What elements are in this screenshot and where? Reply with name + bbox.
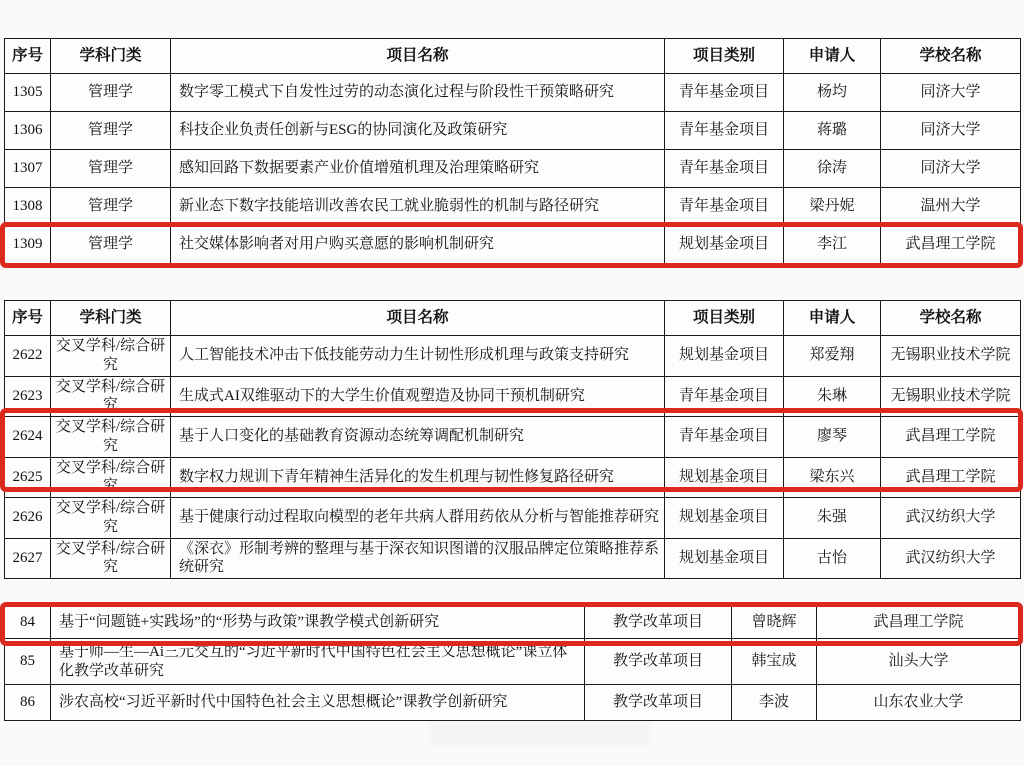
cell-title: 生成式AI双维驱动下的大学生价值观塑造及协同干预机制研究	[171, 376, 665, 417]
cell-school: 武汉纺织大学	[881, 498, 1021, 539]
cell-title: 数字零工模式下自发性过劳的动态演化过程与阶段性干预策略研究	[171, 74, 665, 112]
cell-discipline: 管理学	[51, 112, 171, 150]
table-row	[5, 376, 1021, 417]
cell-applicant: 朱琳	[784, 376, 881, 417]
cell-applicant: 古怡	[784, 538, 881, 579]
col-header-applicant: 申请人	[784, 301, 881, 336]
cell-discipline: 管理学	[51, 74, 171, 112]
table-header-row	[5, 39, 1021, 74]
cell-discipline: 交叉学科/综合研究	[51, 498, 171, 539]
cell-applicant: 朱强	[784, 498, 881, 539]
cell-title: 《深衣》形制考辨的整理与基于深衣知识图谱的汉服品牌定位策略推荐系统研究	[171, 538, 665, 579]
cell-no: 2626	[5, 498, 51, 539]
cell-category: 青年基金项目	[665, 376, 784, 417]
cell-school: 同济大学	[881, 150, 1021, 188]
cell-applicant: 蒋璐	[784, 112, 881, 150]
cell-school: 武汉纺织大学	[881, 538, 1021, 579]
col-header-title: 项目名称	[171, 39, 665, 74]
cell-category: 规划基金项目	[665, 336, 784, 377]
col-header-no: 序号	[5, 301, 51, 336]
cell-discipline: 管理学	[51, 226, 171, 264]
cell-category: 青年基金项目	[665, 112, 784, 150]
cell-applicant: 梁丹妮	[784, 188, 881, 226]
cell-discipline: 管理学	[51, 150, 171, 188]
table-row	[5, 188, 1021, 226]
col-header-discipline: 学科门类	[51, 39, 171, 74]
cell-no: 2623	[5, 376, 51, 417]
table-row	[5, 685, 1021, 721]
cell-applicant: 梁东兴	[784, 457, 881, 498]
col-header-no: 序号	[5, 39, 51, 74]
cell-no: 2622	[5, 336, 51, 377]
cell-discipline: 交叉学科/综合研究	[51, 417, 171, 458]
cell-discipline: 交叉学科/综合研究	[51, 376, 171, 417]
cell-school: 温州大学	[881, 188, 1021, 226]
table-row	[5, 538, 1021, 579]
cell-category: 规划基金项目	[665, 457, 784, 498]
cell-title: 感知回路下数据要素产业价值增殖机理及治理策略研究	[171, 150, 665, 188]
table-row	[5, 639, 1021, 685]
col-header-school: 学校名称	[881, 39, 1021, 74]
cell-category: 规划基金项目	[665, 226, 784, 264]
cell-category: 规划基金项目	[665, 498, 784, 539]
cell-title: 新业态下数字技能培训改善农民工就业脆弱性的机制与路径研究	[171, 188, 665, 226]
cell-discipline: 管理学	[51, 188, 171, 226]
project-table-interdisciplinary	[4, 300, 1021, 579]
cell-no: 84	[5, 607, 51, 639]
cell-applicant: 李波	[732, 685, 817, 721]
cell-no: 86	[5, 685, 51, 721]
cell-no: 2627	[5, 538, 51, 579]
cell-applicant: 杨均	[784, 74, 881, 112]
table-row	[5, 74, 1021, 112]
table-row	[5, 112, 1021, 150]
cell-school: 汕头大学	[817, 639, 1021, 685]
table-row	[5, 607, 1021, 639]
cell-no: 2625	[5, 457, 51, 498]
col-header-applicant: 申请人	[784, 39, 881, 74]
cell-no: 85	[5, 639, 51, 685]
table-header-row	[5, 301, 1021, 336]
cell-category: 规划基金项目	[665, 538, 784, 579]
cell-discipline: 交叉学科/综合研究	[51, 336, 171, 377]
cell-title: 基于“问题链+实践场”的“形势与政策”课教学模式创新研究	[51, 607, 585, 639]
cell-category: 青年基金项目	[665, 150, 784, 188]
col-header-title: 项目名称	[171, 301, 665, 336]
cell-title: 基于健康行动过程取向模型的老年共病人群用药依从分析与智能推荐研究	[171, 498, 665, 539]
table-row	[5, 150, 1021, 188]
cell-title: 社交媒体影响者对用户购买意愿的影响机制研究	[171, 226, 665, 264]
col-header-category: 项目类别	[665, 39, 784, 74]
cell-school: 武昌理工学院	[881, 417, 1021, 458]
cell-applicant: 李江	[784, 226, 881, 264]
col-header-category: 项目类别	[665, 301, 784, 336]
col-header-school: 学校名称	[881, 301, 1021, 336]
cell-category: 青年基金项目	[665, 74, 784, 112]
cell-no: 1305	[5, 74, 51, 112]
table-row	[5, 226, 1021, 264]
cell-no: 1309	[5, 226, 51, 264]
cell-applicant: 曾晓辉	[732, 607, 817, 639]
cell-discipline: 交叉学科/综合研究	[51, 457, 171, 498]
table-row	[5, 417, 1021, 458]
cell-school: 武昌理工学院	[817, 607, 1021, 639]
cell-applicant: 韩宝成	[732, 639, 817, 685]
cell-title: 基于师—生—Ai三元交互的“习近平新时代中国特色社会主义思想概论”课立体化教学改革研究	[51, 639, 585, 685]
cell-school: 无锡职业技术学院	[881, 376, 1021, 417]
table-row	[5, 457, 1021, 498]
watermark-faint	[430, 722, 650, 746]
table-row	[5, 498, 1021, 539]
cell-category: 教学改革项目	[585, 639, 732, 685]
cell-applicant: 廖琴	[784, 417, 881, 458]
cell-title: 涉农高校“习近平新时代中国特色社会主义思想概论”课教学创新研究	[51, 685, 585, 721]
cell-applicant: 郑爱翔	[784, 336, 881, 377]
cell-title: 基于人口变化的基础教育资源动态统筹调配机制研究	[171, 417, 665, 458]
project-table-management	[4, 38, 1021, 264]
cell-school: 山东农业大学	[817, 685, 1021, 721]
cell-category: 教学改革项目	[585, 607, 732, 639]
cell-no: 1307	[5, 150, 51, 188]
cell-no: 1306	[5, 112, 51, 150]
cell-no: 2624	[5, 417, 51, 458]
cell-school: 无锡职业技术学院	[881, 336, 1021, 377]
col-header-discipline: 学科门类	[51, 301, 171, 336]
cell-category: 青年基金项目	[665, 188, 784, 226]
cell-school: 同济大学	[881, 112, 1021, 150]
cell-school: 武昌理工学院	[881, 457, 1021, 498]
cell-applicant: 徐涛	[784, 150, 881, 188]
cell-school: 武昌理工学院	[881, 226, 1021, 264]
cell-discipline: 交叉学科/综合研究	[51, 538, 171, 579]
cell-category: 青年基金项目	[665, 417, 784, 458]
cell-title: 科技企业负责任创新与ESG的协同演化及政策研究	[171, 112, 665, 150]
project-table-teaching-reform	[4, 606, 1021, 721]
cell-no: 1308	[5, 188, 51, 226]
cell-category: 教学改革项目	[585, 685, 732, 721]
table-row	[5, 336, 1021, 377]
cell-title: 数字权力规训下青年精神生活异化的发生机理与韧性修复路径研究	[171, 457, 665, 498]
cell-title: 人工智能技术冲击下低技能劳动力生计韧性形成机理与政策支持研究	[171, 336, 665, 377]
cell-school: 同济大学	[881, 74, 1021, 112]
